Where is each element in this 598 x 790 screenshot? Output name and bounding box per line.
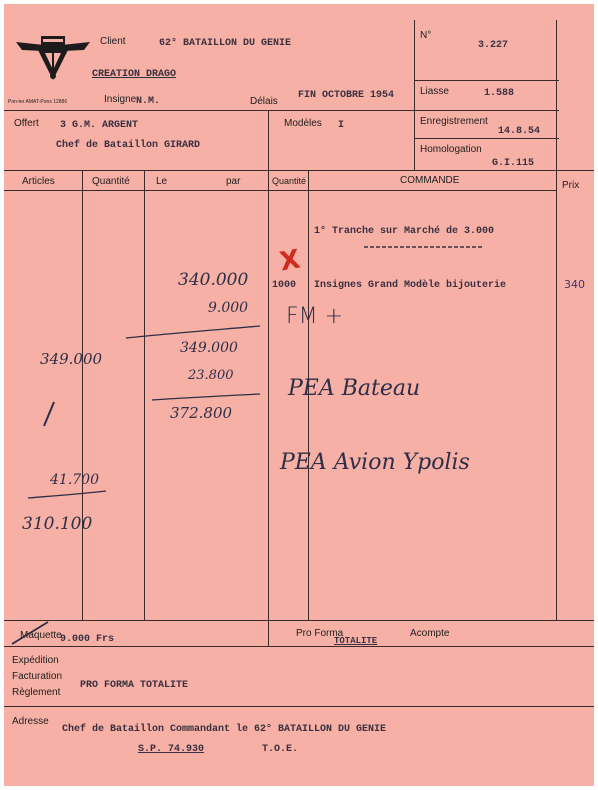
- col-prix: Prix: [562, 180, 580, 191]
- maquette-cross-icon: [8, 618, 52, 648]
- left-calc-3: 310.100: [22, 514, 93, 534]
- calc-line-2: 9.000: [208, 300, 249, 316]
- calc-line-4: 23.800: [188, 368, 234, 383]
- drago-logo-icon: [14, 28, 92, 86]
- left-calc-2: 41.700: [50, 472, 99, 488]
- modeles-value: I: [338, 120, 345, 131]
- adresse-label: Adresse: [12, 716, 49, 727]
- printer-imprint: Pon-ter AMAT-Pons 12886: [8, 99, 68, 105]
- client-label: Client: [100, 36, 126, 47]
- tranche-line: 1° Tranche sur Marché de 3.000: [314, 226, 495, 237]
- enregistrement-value: 14.8.54: [498, 126, 541, 137]
- client-value: 62° BATAILLON DU GENIE: [159, 38, 292, 49]
- insigne-label: Insigne: [104, 94, 137, 105]
- reglement-value: PRO FORMA TOTALITE: [80, 680, 189, 691]
- rule: [4, 110, 559, 111]
- pro-forma-label: Pro Forma: [296, 628, 344, 639]
- col-commande: COMMANDE: [400, 175, 460, 186]
- left-sum-line: [26, 488, 110, 502]
- calc-line-1: 340.000: [178, 270, 249, 290]
- liasse-value: 1.588: [484, 88, 515, 99]
- col-quantite: Quantité: [92, 176, 130, 187]
- expedition-label: Expédition: [12, 655, 59, 666]
- rule: [4, 170, 594, 171]
- col-le: Le: [156, 176, 168, 187]
- order-item: Insignes Grand Modèle bijouterie: [314, 280, 507, 291]
- offert-line1: 3 G.M. ARGENT: [60, 120, 139, 131]
- rule: [414, 20, 415, 170]
- col-quantite-2: Quantité: [272, 176, 307, 186]
- number-value: 3.227: [478, 40, 509, 51]
- rule: [414, 138, 559, 139]
- reglement-label: Règlement: [12, 687, 61, 698]
- rule: [4, 190, 556, 191]
- adresse-line-3: T.O.E.: [262, 744, 299, 755]
- red-check-mark: X: [277, 244, 303, 278]
- liasse-label: Liasse: [420, 86, 449, 97]
- maquette-label: Maquette: [20, 630, 62, 641]
- acompte-label: Acompte: [410, 628, 450, 639]
- modeles-label: Modèles: [284, 118, 322, 129]
- rule: [268, 110, 269, 646]
- order-price: 340: [564, 278, 585, 291]
- order-quantity: 1000: [272, 280, 297, 291]
- calc-line-3: 349.000: [180, 340, 238, 356]
- homologation-value: G.I.115: [492, 158, 535, 169]
- rule: [144, 170, 145, 620]
- order-form: [4, 4, 594, 786]
- col-articles: Articles: [22, 176, 55, 187]
- offert-line2: Chef de Bataillon GIRARD: [56, 140, 201, 151]
- rule: [4, 620, 594, 621]
- number-label: N°: [420, 30, 432, 41]
- company-name: CREATION DRAGO: [92, 69, 177, 80]
- facturation-label: Facturation: [12, 671, 63, 682]
- pro-forma-value: TOTALITE: [334, 636, 378, 646]
- rule: [556, 20, 557, 620]
- tranche-underline: [364, 244, 484, 250]
- insigne-value: N.M.: [136, 96, 161, 107]
- rule: [414, 80, 559, 81]
- handwritten-note-2: PEA Bateau: [288, 376, 421, 401]
- delais-value: FIN OCTOBRE 1954: [298, 90, 395, 101]
- rule: [4, 646, 594, 647]
- calc-total-line: [150, 390, 264, 404]
- rule: [4, 706, 594, 707]
- slash-mark: [40, 400, 60, 430]
- homologation-label: Homologation: [420, 144, 482, 155]
- handwritten-note-1: FM +: [286, 304, 344, 329]
- enregistrement-label: Enregistrement: [420, 116, 488, 127]
- left-calc-1: 349.000: [40, 350, 103, 368]
- adresse-line-1: Chef de Bataillon Commandant le 62° BATAILLON DU GENIE: [62, 724, 387, 735]
- handwritten-note-3: PEA Avion Ypolis: [280, 450, 470, 475]
- offert-label: Offert: [14, 118, 39, 129]
- calc-line-5: 372.800: [170, 404, 233, 422]
- adresse-line-2: S.P. 74.930: [138, 744, 205, 755]
- delais-label: Délais: [250, 96, 278, 107]
- maquette-value: 9.000 Frs: [60, 634, 115, 645]
- rule: [82, 170, 83, 620]
- col-par: par: [226, 176, 241, 187]
